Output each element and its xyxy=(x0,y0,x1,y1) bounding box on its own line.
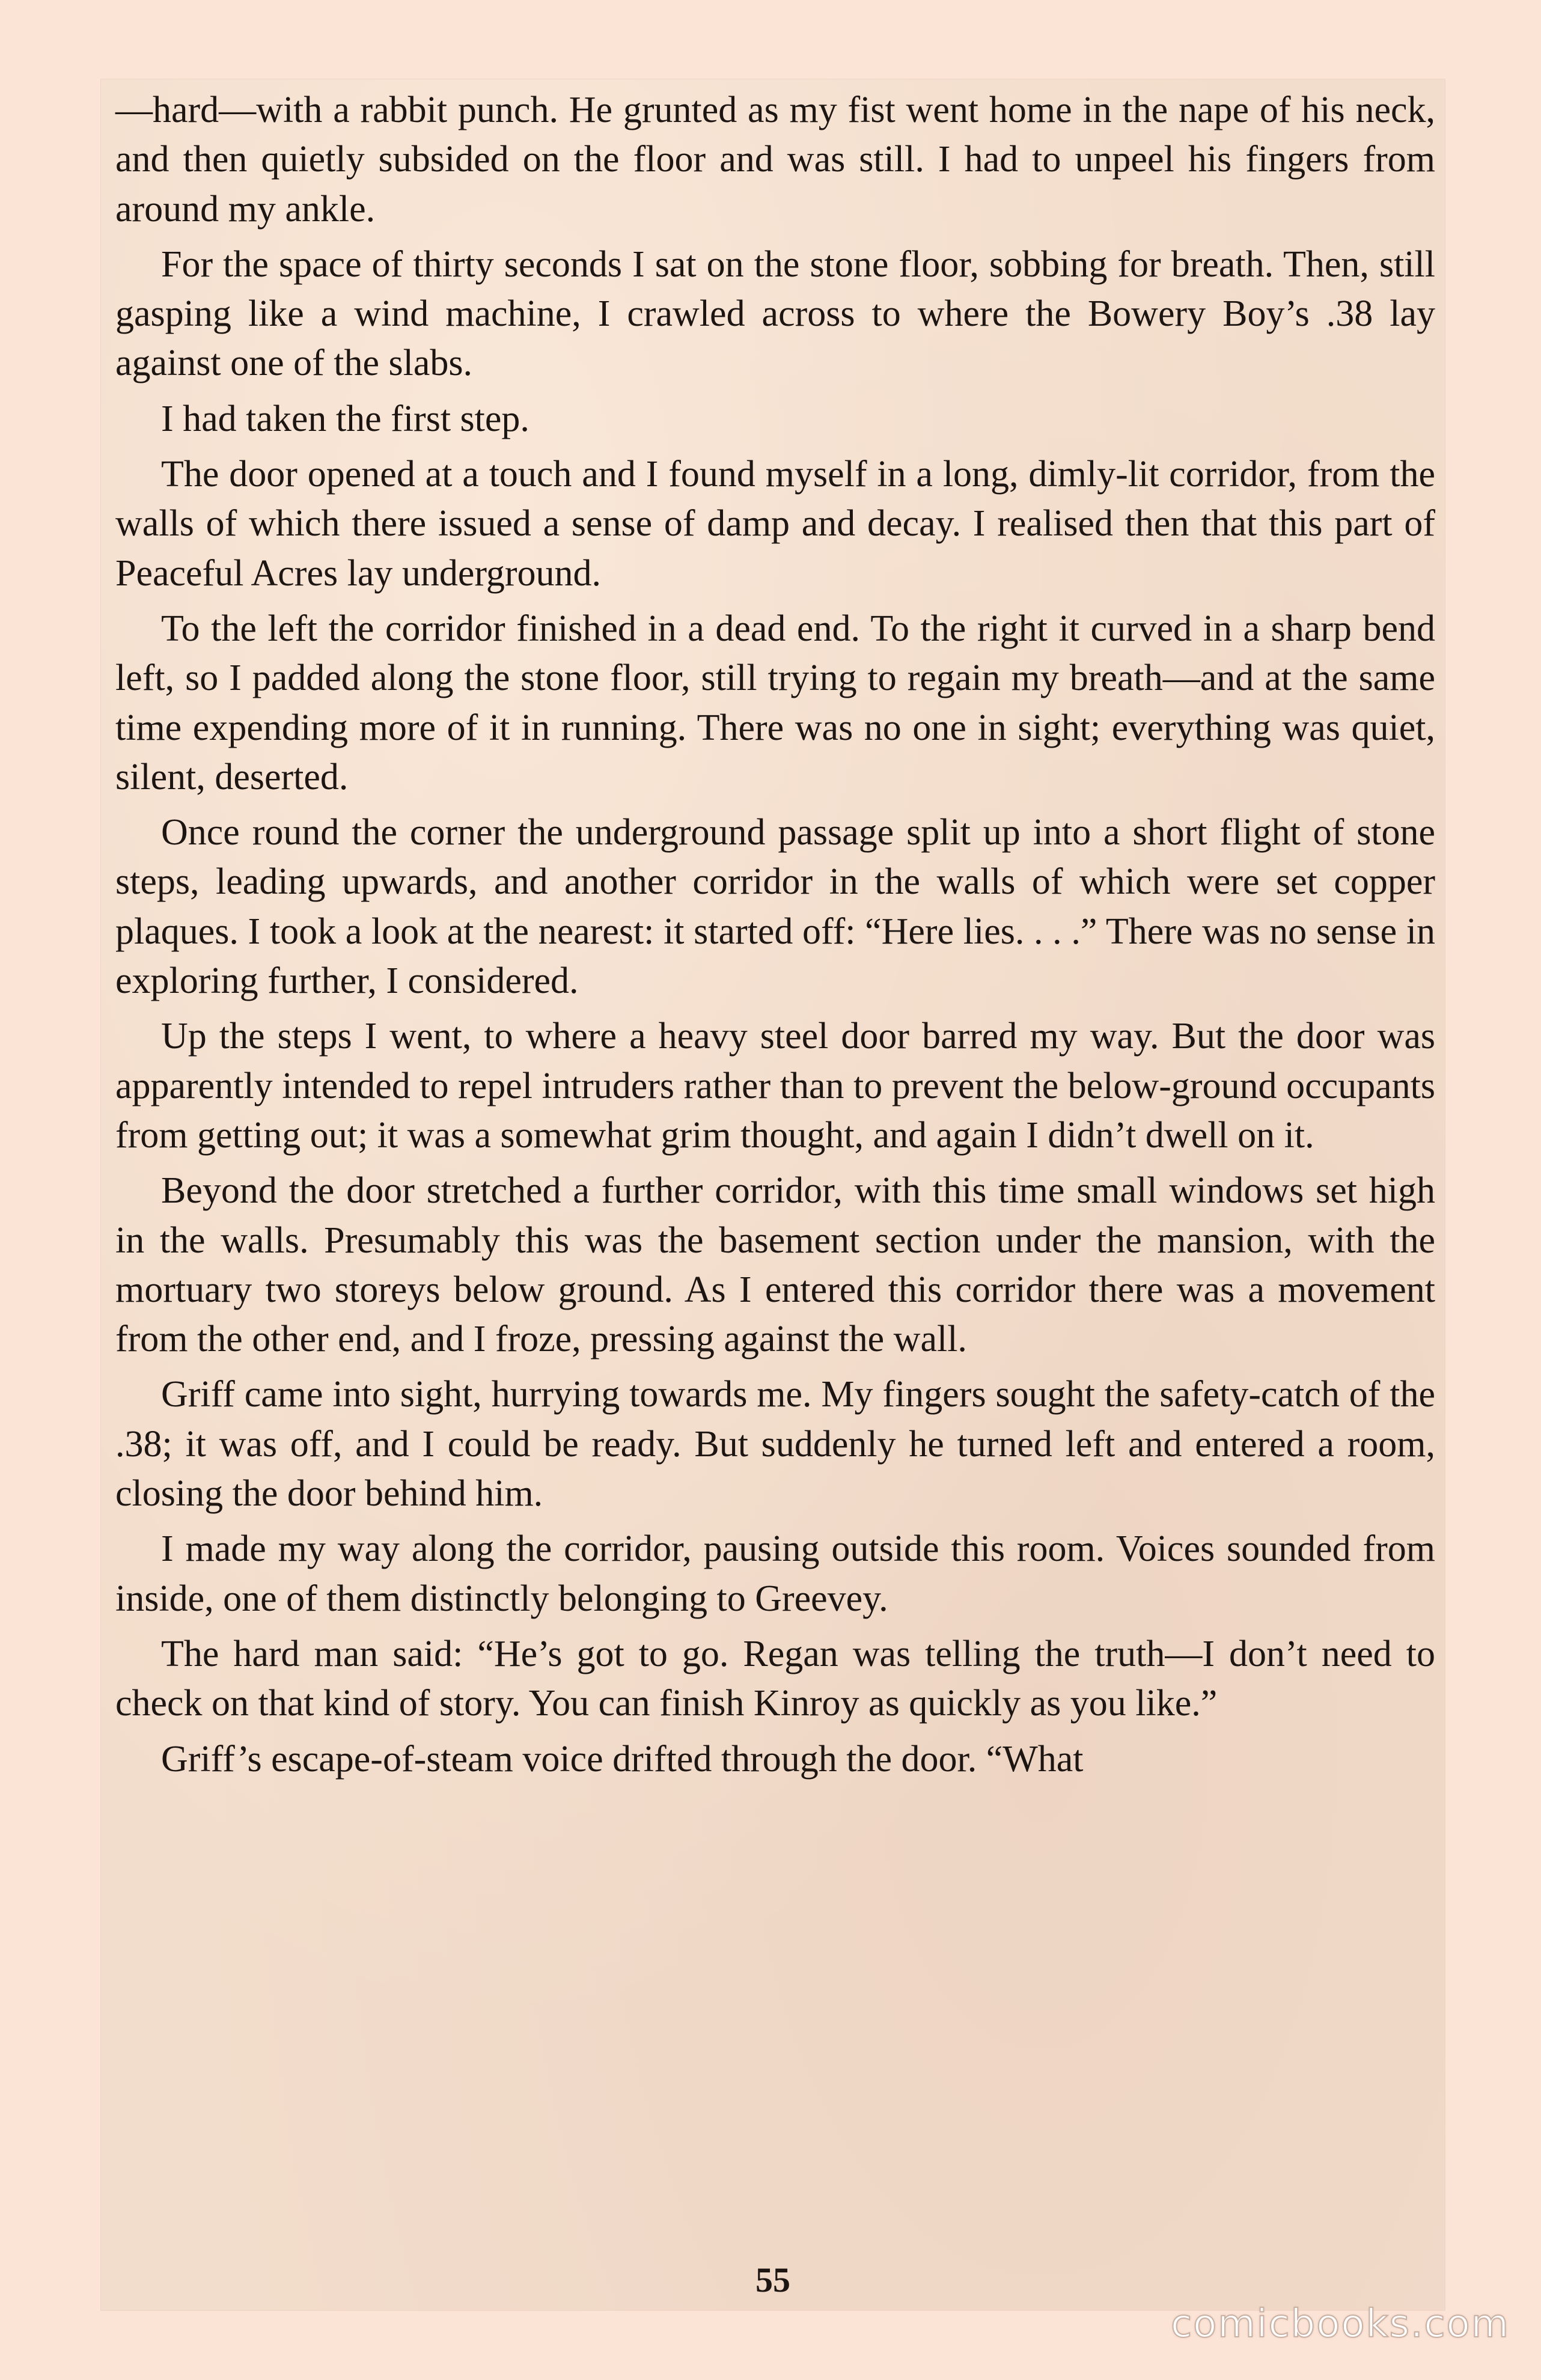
paragraph-9: Griff came into sight, hurrying towards me. My fingers sought the safety-catch of the .38; it was off, and I could be ready. But suddenly he turned left and entered a room, closing the door behind him. xyxy=(115,1374,1435,1515)
watermark: comicbooks.com xyxy=(1170,2302,1510,2346)
body-text xyxy=(115,85,1435,1790)
page-number: 55 xyxy=(755,2260,790,2299)
paragraph-5: To the left the corridor finished in a dead end. To the right it curved in a sharp bend left, so I padded along the stone floor, still trying to regain my breath—and at the same time expending more of it in running. There was no one in sight; everything was quiet, silent, deserted. xyxy=(115,608,1435,798)
book-page xyxy=(101,79,1445,2310)
paragraph-4: The door opened at a touch and I found myself in a long, dimly-lit corridor, from the walls of which there issued a sense of damp and decay. I realised then that this part of Peaceful Acres lay underground. xyxy=(115,454,1435,594)
paragraph-1: —hard—with a rabbit punch. He grunted as my fist went home in the nape of his neck, and then quietly subsided on the floor and was still. I had to unpeel his fingers from around my ankle. xyxy=(115,90,1435,230)
paragraph-7: Up the steps I went, to where a heavy steel door barred my way. But the door was apparently intended to repel intruders rather than to prevent the below-ground occupants from getting out; it was a somewhat grim thought, and again I didn’t dwell on it. xyxy=(115,1016,1435,1156)
paragraph-12: Griff’s escape-of-steam voice drifted through the door. “What xyxy=(161,1738,1084,1780)
paragraph-11: The hard man said: “He’s got to go. Regan was telling the truth—I don’t need to check on that kind of story. You can finish Kinroy as quickly as you like.” xyxy=(115,1633,1435,1724)
paragraph-10: I made my way along the corridor, pausing outside this room. Voices sounded from inside, one of them distinctly belonging to Greevey. xyxy=(115,1528,1435,1619)
paragraph-6: Once round the corner the underground passage split up into a short flight of stone steps, leading upwards, and another corridor in the walls of which were set copper plaques. I took a look at the nearest: it started off: “Here lies. . . .” There was no sense in exploring further, I considered. xyxy=(115,812,1435,1002)
paragraph-2: For the space of thirty seconds I sat on the stone floor, sobbing for breath. Then, still gasping like a wind machine, I crawled across to where the Bowery Boy’s .38 lay against one of the slabs. xyxy=(115,243,1435,384)
paragraph-3: I had taken the first step. xyxy=(161,398,529,439)
paragraph-8: Beyond the door stretched a further corridor, with this time small windows set high in the walls. Presumably this was the basement section under the mansion, with the mortuary two storeys below ground. As I entered this corridor there was a movement from the other end, and I froze, pressing against the wall. xyxy=(115,1170,1435,1360)
